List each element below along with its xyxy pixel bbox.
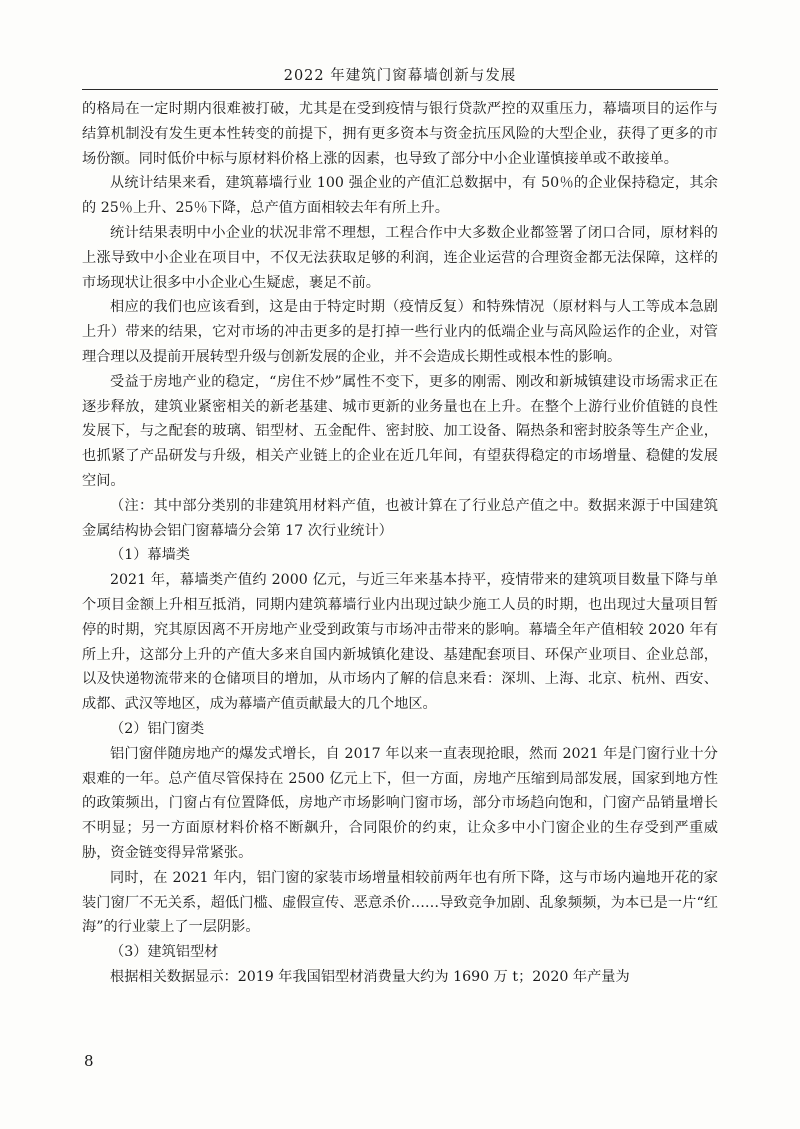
paragraph: 统计结果表明中小企业的状况非常不理想，工程合作中大多数企业都签署了闭口合同，原材料的上涨导致中小企业在项目中，不仅无法获取足够的利润，连企业运营的合理资金都无法保障，这样的市场现状让很多中小企业心生疑虑，裹足不前。 bbox=[82, 224, 718, 291]
paragraph: 相应的我们也应该看到，这是由于特定时期（疫情反复）和特殊情况（原材料与人工等成本急剧上升）带来的结果，它对市场的冲击更多的是打掉一些行业内的低端企业与高风险运作的企业，对管理合理以及提前开展转型升级与创新发展的企业，并不会造成长期性或根本性的影响。 bbox=[82, 299, 718, 365]
paragraph: 受益于房地产业的稳定，“房住不炒”属性不变下，更多的刚需、刚改和新城镇建设市场需求正在逐步释放，建筑业紧密相关的新老基建、城市更新的业务量也在上升。在整个上游行业价值链的良性发展下，与之配套的玻璃、铝型材、五金配件、密封胶、加工设备、隔热条和密封胶条等生产企业，也抓紧了产品研发与升级，相关产业链上的企业在近几年间，有望获得稳定的市场增量、稳健的发展空间。 bbox=[82, 373, 718, 489]
paragraph: 从统计结果来看，建筑幕墙行业 100 强企业的产值汇总数据中，有 50％的企业保持稳定，其余的 25％上升、25％下降，总产值方面相较去年有所上升。 bbox=[82, 175, 718, 217]
section-heading-aluminum-windows: （2）铝门窗类 bbox=[110, 720, 205, 737]
paragraph: 2021 年，幕墙类产值约 2000 亿元，与近三年来基本持平，疫情带来的建筑项目数量下降与单个项目金额上升相互抵消，同期内建筑幕墙行业内出现过缺少施工人员的时期，也出现过大量项目暂停的时期，究其原因离不开房地产业受到政策与市场冲击带来的影响。幕墙全年产值相较 2020 年有所上升，这部分上升的产值大多来自国内新城镇化建设、基建配套项目、环保产业项目、企业总部，以及快递物流带来的仓储项目的增加，从市场内了解的信息来看：深圳、上海、北京、杭州、西安、成都、武汉等地区，成为幕墙产值贡献最大的几个地区。 bbox=[82, 572, 718, 713]
section-heading-curtain-wall: （1）幕墙类 bbox=[110, 547, 190, 564]
note-paragraph: （注：其中部分类别的非建筑用材料产值，也被计算在了行业总产值之中。数据来源于中国建筑金属结构协会铝门窗幕墙分会第 17 次行业统计） bbox=[82, 497, 718, 539]
paragraph-continuation: 的格局在一定时期内很难被打破，尤其是在受到疫情与银行贷款严控的双重压力，幕墙项目的运作与结算机制没有发生更本性转变的前提下，拥有更多资本与资金抗压风险的大型企业，获得了更多的市场份额。同时低价中标与原材料价格上涨的因素，也导致了部分中小企业谨慎接单或不敢接单。 bbox=[82, 101, 718, 167]
paragraph: 同时，在 2021 年内，铝门窗的家装市场增量相较前两年也有所下降，这与市场内遍地开花的家装门窗厂不无关系，超低门槛、虚假宣传、恶意杀价……导致竞争加剧、乱象频频，为本已是一片“红海”的行业蒙上了一层阴影。 bbox=[82, 869, 718, 936]
page-number: 8 bbox=[84, 1052, 94, 1070]
body-text bbox=[82, 97, 718, 990]
paragraph: 铝门窗伴随房地产的爆发式增长，自 2017 年以来一直表现抢眼，然而 2021 年是门窗行业十分艰难的一年。总产值尽管保持在 2500 亿元上下，但一方面，房地产压缩到局部发展，国家到地方性的政策频出，门窗占有位置降低，房地产市场影响门窗市场，部分市场趋向饱和，门窗产品销量增长不明显；另一方面原材料价格不断飙升，合同限价的约束，让众多中小门窗企业的生存受到严重威胁，资金链变得异常紧张。 bbox=[82, 745, 718, 861]
header-divider bbox=[82, 89, 718, 90]
paragraph: 根据相关数据显示：2019 年我国铝型材消费量大约为 1690 万 t；2020 年产量为 bbox=[110, 968, 630, 985]
section-heading-aluminum-profiles: （3）建筑铝型材 bbox=[110, 944, 219, 961]
running-header: 2022 年建筑门窗幕墙创新与发展 bbox=[283, 68, 517, 84]
